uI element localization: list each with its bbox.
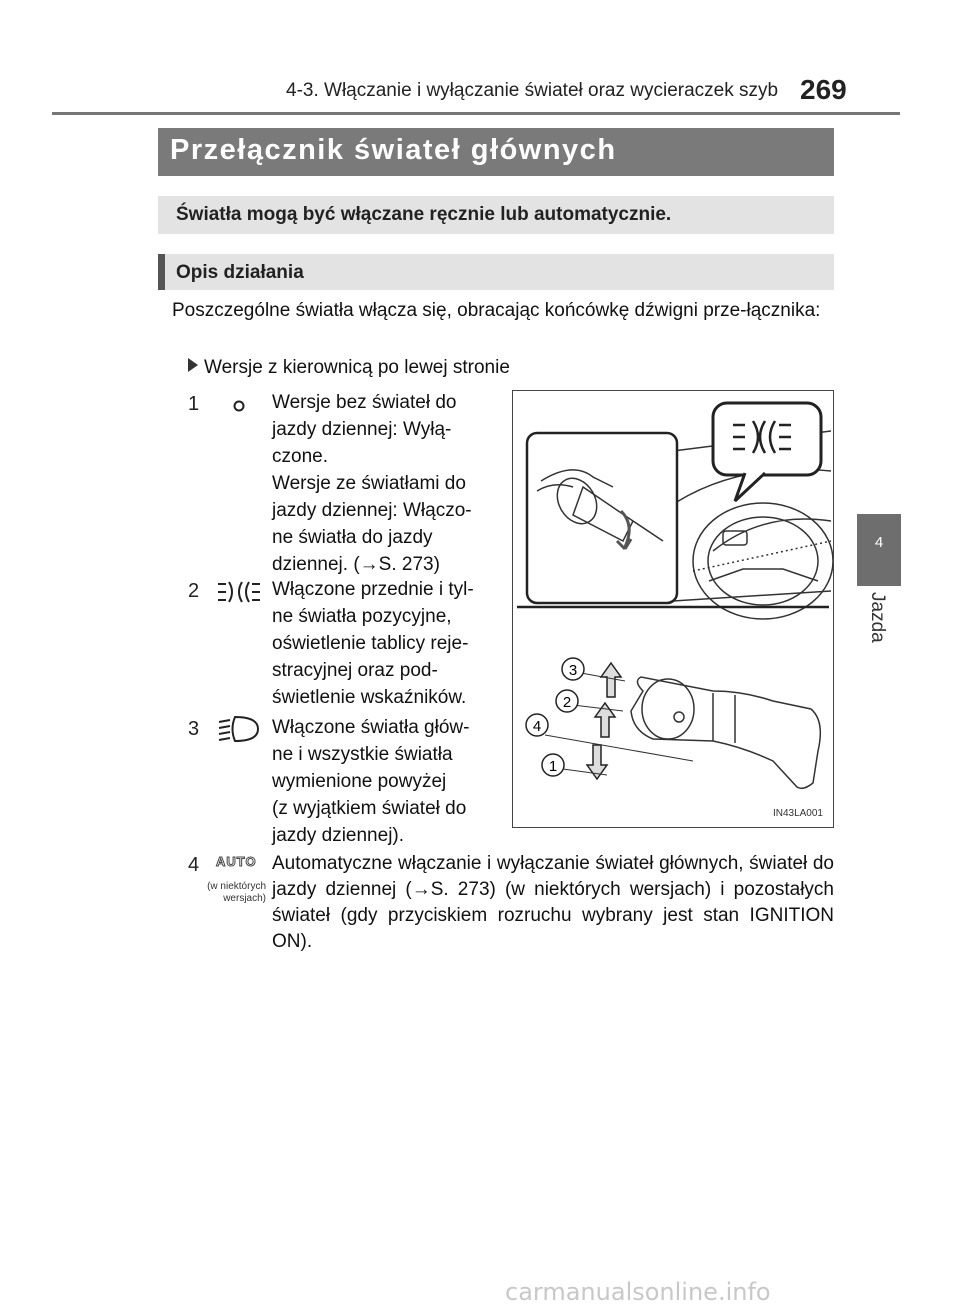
- watermark: carmanualsonline.info: [505, 1278, 771, 1306]
- opis-heading-accent: [158, 254, 165, 290]
- chapter-label: Jazda: [867, 592, 888, 643]
- header-divider: [52, 112, 900, 115]
- position-lights-icon: [216, 578, 262, 606]
- chapter-number: 4: [874, 534, 884, 551]
- page-number: 269: [800, 74, 847, 105]
- running-header: 4-3. Włączanie i wyłączanie świateł oraz wycieraczek szyb: [286, 80, 779, 101]
- callout-2: 2: [562, 694, 572, 711]
- item-4-description: Automatyczne włączanie i wyłączanie świateł głównych, świateł do jazdy dziennej (→S. 273) (w niektórych wersjach) i pozostałych świateł (gdy przyciskiem rozruchu wybrany jest stan IGNITION ON).: [272, 853, 834, 952]
- item-number-1: 1: [188, 393, 200, 415]
- light-switch-drawing: [513, 391, 833, 827]
- triangle-bullet-icon: [188, 358, 198, 372]
- auto-icon: AUTO: [216, 854, 257, 869]
- intro-paragraph: Poszczególne światła włącza się, obracając końcówkę dźwigni prze-łącznika:: [172, 300, 821, 321]
- off-circle-icon: [228, 395, 250, 417]
- light-switch-illustration: [512, 390, 834, 828]
- callout-3: 3: [568, 662, 578, 679]
- item-1-description: Wersje bez świateł do jazdy dziennej: Wyłą- czone. Wersje ze światłami do jazdy dziennej: Włączo- ne światła do jazdy dziennej. (→S. 273): [272, 392, 472, 575]
- availability-note: (w niektórych wersjach): [207, 881, 266, 904]
- opis-heading: Opis działania: [176, 262, 304, 283]
- callout-4: 4: [532, 718, 542, 735]
- summary-text: Światła mogą być włączane ręcznie lub automatycznie.: [176, 204, 672, 225]
- figure-callouts: [526, 658, 584, 776]
- callout-1: 1: [548, 758, 558, 775]
- version-bullet: Wersje z kierownicą po lewej stronie: [188, 357, 510, 379]
- item-2-description: Włączone przednie i tyl- ne światła pozycyjne, oświetlenie tablicy reje- stracyjnej oraz pod- świetlenie wskaźników.: [272, 579, 474, 708]
- figure-caption: IN43LA001: [772, 808, 823, 819]
- item-number-2: 2: [188, 580, 200, 602]
- item-number-3: 3: [188, 718, 200, 740]
- headlight-icon: [216, 714, 262, 744]
- item-3-description: Włączone światła głów- ne i wszystkie światła wymienione powyżej (z wyjątkiem świateł do jazdy dziennej).: [272, 717, 470, 846]
- item-number-4: 4: [188, 854, 200, 876]
- section-title: Przełącznik świateł głównych: [170, 134, 617, 166]
